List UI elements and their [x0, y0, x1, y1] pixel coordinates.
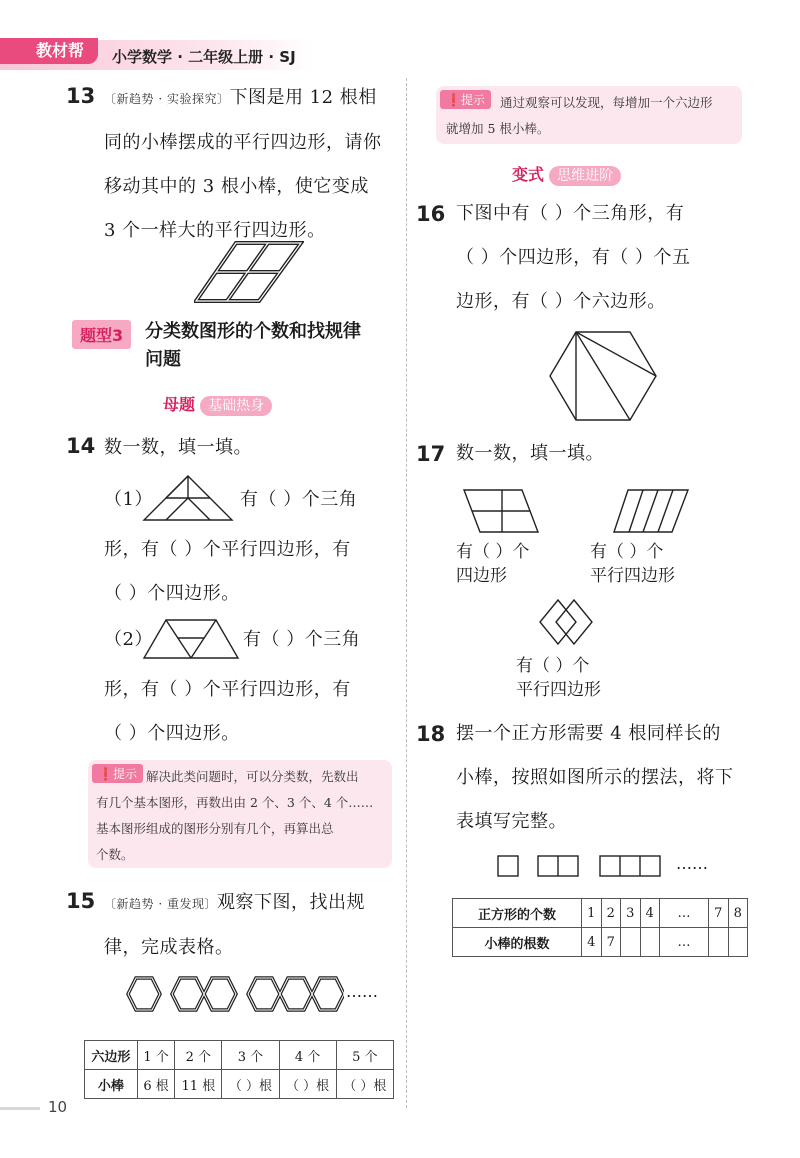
q17-c-line-1: 有（ ）个 — [516, 656, 590, 676]
q14-p2-label: （2） — [104, 629, 153, 650]
q15-table — [84, 1040, 394, 1099]
table-cell: 2 个 — [175, 1041, 222, 1070]
q18-line-3: 表填写完整。 — [456, 811, 567, 832]
hint-2-line-2: 就增加 5 根小棒。 — [446, 121, 550, 136]
question-18-number: 18 — [416, 722, 446, 746]
book-title: 小学数学 · 二年级上册 · SJ — [112, 48, 296, 66]
question-13-number: 13 — [66, 84, 96, 108]
q18-squares-figure — [496, 854, 662, 878]
q13-line-4: 3 个一样大的平行四边形。 — [104, 220, 326, 241]
q13-tag: 〔新趋势 · 实验探究〕 — [104, 92, 230, 106]
q16-hexagon-figure — [548, 330, 658, 422]
q14-p1-label: （1） — [104, 489, 153, 510]
q14-p2-line-3: （ ）个四边形。 — [104, 723, 240, 744]
mother-problem-label — [163, 392, 272, 415]
table-cell: （ ）根 — [279, 1070, 336, 1099]
table-cell — [709, 928, 729, 957]
q17-a-line-1: 有（ ）个 — [456, 542, 530, 562]
table-cell: 2 — [601, 899, 621, 928]
q14-triangle-figure-1 — [142, 474, 234, 522]
q18-table — [452, 898, 748, 957]
q17-b-line-2: 平行四边形 — [590, 566, 675, 586]
question-14-number: 14 — [66, 434, 96, 458]
table-cell: 3 个 — [222, 1041, 279, 1070]
q17-intro: 数一数，填一填。 — [456, 443, 604, 464]
q14-p1-tail: 有（ ）个三角 — [240, 489, 358, 510]
q17-b-line-1: 有（ ）个 — [590, 542, 664, 562]
table-cell: 1 — [582, 899, 602, 928]
column-divider — [406, 78, 407, 1108]
q17-c-line-2: 平行四边形 — [516, 680, 601, 700]
q15-hexagon-chains-figure — [124, 974, 344, 1014]
q17-figure-a — [462, 488, 540, 534]
table-cell: 7 — [601, 928, 621, 957]
q17-figure-b — [612, 488, 690, 534]
table-cell — [621, 928, 641, 957]
table-cell: 4 — [640, 899, 660, 928]
q15-line-2: 律，完成表格。 — [104, 937, 234, 958]
q16-line-2: （ ）个四边形，有（ ）个五 — [456, 247, 691, 268]
table-cell: 小棒 — [85, 1070, 138, 1099]
table-cell: 7 — [709, 899, 729, 928]
table-cell: … — [660, 899, 709, 928]
q16-line-1: 下图中有（ ）个三角形，有 — [456, 203, 685, 224]
table-cell: （ ）根 — [336, 1070, 393, 1099]
table-row — [85, 1041, 394, 1070]
hint-1-line-2: 有几个基本图形，再数出由 2 个、3 个、4 个…… — [96, 795, 374, 810]
hint-1-line-3: 基本图形组成的图形分别有几个，再算出总 — [96, 821, 334, 836]
q15-tag: 〔新趋势 · 重发现〕 — [104, 897, 217, 911]
q17-c-caption — [516, 654, 601, 702]
table-cell: 11 根 — [175, 1070, 222, 1099]
question-16-text — [456, 192, 756, 324]
page-number-bar — [0, 1107, 40, 1110]
hint-2-tag: ❗提示 — [440, 90, 491, 109]
question-18-text — [456, 712, 756, 844]
table-cell: （ ）根 — [222, 1070, 279, 1099]
table-cell: 8 — [728, 899, 748, 928]
hint-1-line-1: 解决此类问题时，可以分类数，先数出 — [146, 769, 359, 784]
question-16-number: 16 — [416, 202, 446, 226]
table-cell: 4 — [582, 928, 602, 957]
question-13-text — [104, 76, 404, 253]
type-3-title-line-1: 分类数图形的个数和找规律 — [145, 321, 361, 342]
q13-line-3: 移动其中的 3 根小棒，使它变成 — [104, 176, 369, 197]
hint-1-line-4: 个数。 — [96, 847, 134, 862]
type-3-title — [145, 318, 361, 374]
hint-2-line-1: 通过观察可以发现，每增加一个六边形 — [500, 95, 713, 110]
q14-p1-line-2: 形，有（ ）个平行四边形，有 — [104, 539, 351, 560]
q14-p2-line-2: 形，有（ ）个平行四边形，有 — [104, 679, 351, 700]
table-cell: 4 个 — [279, 1041, 336, 1070]
table-cell — [728, 928, 748, 957]
q17-figure-c — [536, 598, 596, 648]
q13-line-1: 下图是用 12 根相 — [229, 87, 377, 108]
table-row — [453, 899, 748, 928]
q13-line-2: 同的小棒摆成的平行四边形，请你 — [104, 132, 382, 153]
q17-a-line-2: 四边形 — [456, 566, 507, 586]
variant-label-group — [512, 162, 621, 185]
q13-parallelogram-figure — [194, 240, 304, 304]
q15-ellipsis: …… — [346, 982, 378, 1001]
table-cell — [640, 928, 660, 957]
table-cell: 正方形的个数 — [453, 899, 582, 928]
brand-label: 教材帮 — [0, 38, 98, 64]
table-row — [85, 1070, 394, 1099]
table-cell: 六边形 — [85, 1041, 138, 1070]
table-row — [453, 928, 748, 957]
table-cell: … — [660, 928, 709, 957]
mother-label: 母题 — [163, 395, 196, 414]
hint-1-tag: ❗提示 — [92, 764, 143, 783]
q14-p1-line-3: （ ）个四边形。 — [104, 583, 240, 604]
table-cell: 6 根 — [137, 1070, 175, 1099]
question-15-number: 15 — [66, 889, 96, 913]
table-cell: 1 个 — [137, 1041, 175, 1070]
page-number: 10 — [48, 1098, 68, 1116]
table-cell: 小棒的根数 — [453, 928, 582, 957]
variant-label: 变式 — [512, 165, 545, 184]
q18-line-2: 小棒，按照如图所示的摆法，将下 — [456, 767, 734, 788]
table-cell: 3 — [621, 899, 641, 928]
q17-a-caption — [456, 540, 529, 588]
q16-line-3: 边形，有（ ）个六边形。 — [456, 291, 666, 312]
q14-trapezoid-figure-2 — [142, 618, 240, 660]
mother-pill: 基础热身 — [200, 396, 272, 416]
question-17-number: 17 — [416, 442, 446, 466]
question-15-text — [104, 881, 404, 970]
table-cell: 5 个 — [336, 1041, 393, 1070]
q18-ellipsis: …… — [676, 854, 708, 873]
variant-pill: 思维进阶 — [549, 166, 621, 186]
type-3-title-line-2: 问题 — [145, 349, 181, 370]
q18-line-1: 摆一个正方形需要 4 根同样长的 — [456, 723, 721, 744]
q14-intro: 数一数，填一填。 — [104, 437, 252, 458]
q14-p2-tail: 有（ ）个三角 — [243, 629, 361, 650]
q17-b-caption — [590, 540, 675, 588]
q15-line-1: 观察下图，找出规 — [216, 892, 365, 913]
type-3-badge: 题型3 — [72, 320, 131, 349]
